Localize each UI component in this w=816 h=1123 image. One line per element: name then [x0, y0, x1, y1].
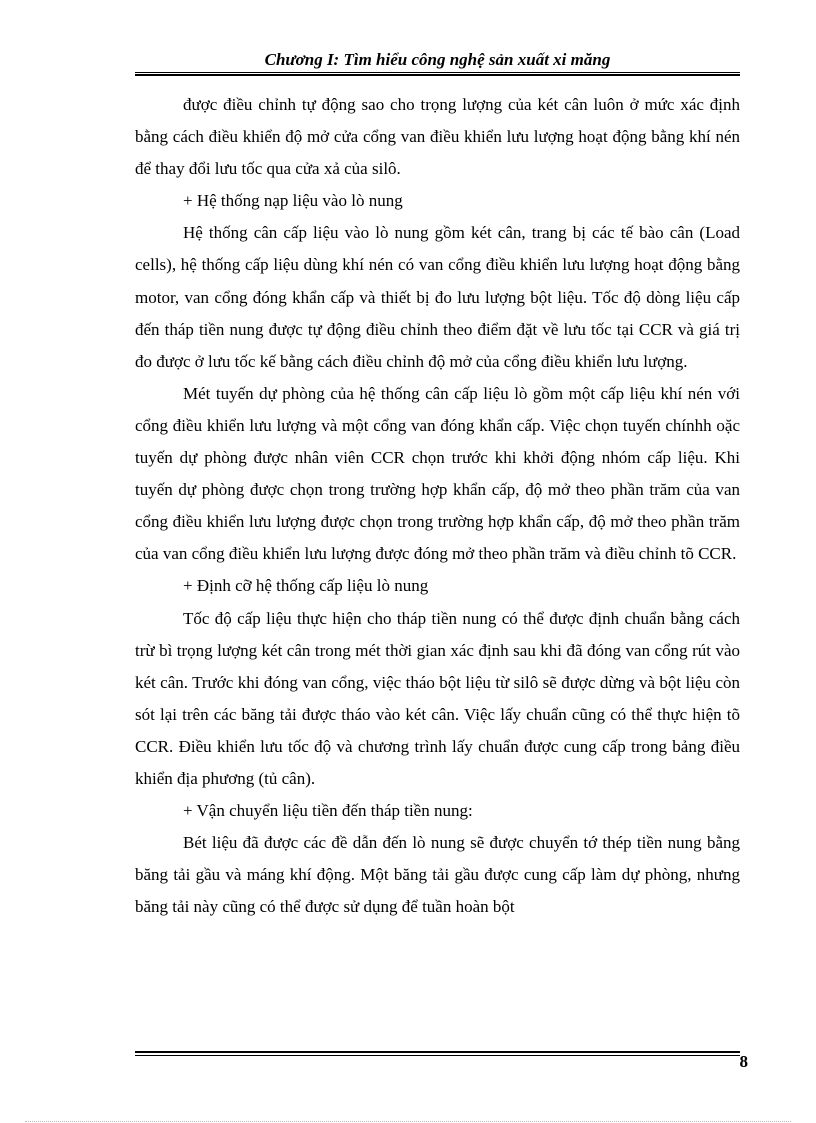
page-header: Chương I: Tìm hiểu công nghệ sản xuất xi măng: [264, 50, 611, 69]
paragraph-feed-system: Hệ thống cân cấp liệu vào lò nung gồm két cân, trang bị các tế bào cân (Load cells), hệ thống cấp liệu dùng khí nén có van cổng điều khiển lưu lượng hoạt động bằng motor, van cổng đóng khẩn cấp và thiết bị đo lưu lượng bột liệu. Tốc độ dòng liệu cấp đến tháp tiền nung được tự động điều chỉnh theo điểm đặt về lưu tốc tại CCR và giá trị đo được ở lưu tốc kế bằng cách điều chỉnh độ mở của cổng điều khiển lưu lượng.: [135, 223, 740, 371]
paragraph-1: được điều chỉnh tự động sao cho trọng lượng của két cân luôn ở mức xác định bằng cách điều khiển độ mở cửa cổng van điều khiển lưu lượng hoạt động bằng khí nén để thay đổi lưu tốc qua cửa xả của silô.: [135, 95, 740, 179]
page-edge-dotted-line: [25, 1121, 791, 1122]
page-body: [135, 89, 740, 923]
heading-calibration: + Định cỡ hệ thống cấp liệu lò nung: [183, 576, 429, 596]
footer-rule-thick: [135, 1051, 740, 1053]
page-number: 8: [739, 1052, 748, 1071]
paragraph-calibration: Tốc độ cấp liệu thực hiện cho tháp tiền nung có thể được định chuẩn bằng cách trừ bì trọng lượng két cân trong mét thời gian xác định sau khi đã đóng van cổng rút vào két cân. Trước khi đóng van cổng, việc tháo bột liệu từ silô sẽ được dừng và bột liệu còn sót lại trên các băng tải được tháo vào két cân. Việc lấy chuẩn cũng có thể thực hiện tõ CCR. Điều khiển lưu tốc độ và chương trình lấy chuẩn được cung cấp trong bảng điều khiển địa phương (tủ cân).: [135, 608, 740, 788]
heading-feed-system: + Hệ thống nạp liệu vào lò nung: [183, 191, 403, 211]
footer-rule-thin: [135, 1055, 740, 1056]
paragraph-backup-line: Mét tuyến dự phòng của hệ thống cân cấp liệu lò gồm một cấp liệu khí nén với cổng điều khiển lưu lượng và một cổng van đóng khẩn cấp. Việc chọn tuyến chínhh oặc tuyến dự phòng được nhân viên CCR chọn trước khi khởi động nhóm cấp liệu. Khi tuyến dự phòng được chọn trong trường hợp khẩn cấp, độ mở theo phần trăm của van cổng điều khiển lưu lượng được chọn trong trường hợp khẩn cấp, độ mở theo phần trăm của van cổng điều khiển lưu lượng được đóng mở theo phần trăm và điều chỉnh tõ CCR.: [135, 383, 740, 564]
header-rule-thin: [135, 72, 740, 73]
paragraph-transport: Bét liệu đã được các đề dẫn đến lò nung sẽ được chuyển tớ thép tiền nung bằng băng tải gầu và máng khí động. Một băng tải gầu được cung cấp làm dự phòng, nhưng băng tải này cũng có thể được sử dụng để tuần hoàn bột: [135, 833, 740, 917]
header-rule-thick: [135, 74, 740, 76]
heading-transport: + Vận chuyển liệu tiền đến tháp tiền nung:: [183, 801, 473, 821]
